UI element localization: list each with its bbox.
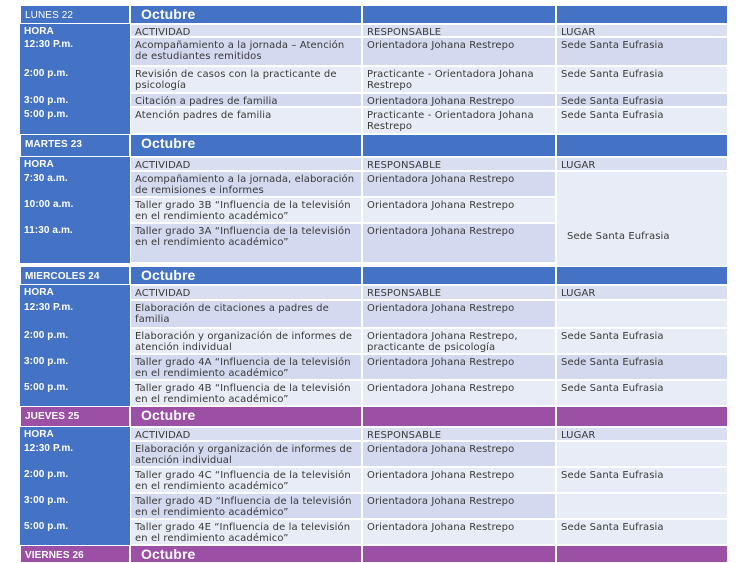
row-time-text: 5:00 p.m.	[24, 109, 69, 120]
row-place	[556, 328, 728, 354]
column-lugar	[556, 285, 728, 300]
day-label-text: LUNES 22	[25, 10, 74, 21]
row-time-text: 5:00 p.m.	[24, 382, 69, 393]
row-activity-text: Taller grado 4B “Influencia de la televisión en el rendimiento académico”	[135, 383, 351, 405]
row-responsible-text: Orientadora Johana Restrepo	[367, 200, 515, 211]
header-cell	[362, 134, 556, 157]
row-place	[556, 66, 728, 93]
column-responsable	[362, 285, 556, 300]
row-time-text: 2:00 p.m.	[24, 68, 69, 79]
row-activity-text: Elaboración y organización de informes de atención individual	[135, 444, 353, 466]
column-lugar-text: LUGAR	[561, 160, 596, 171]
row-responsible-text: Orientadora Johana Restrepo	[367, 174, 515, 185]
row-time	[20, 107, 130, 134]
column-responsable-text: RESPONSABLE	[367, 288, 442, 299]
row-time-text: 3:00 p.m.	[24, 495, 69, 506]
row-activity-text: Acompañamiento a la jornada, elaboración de remisiones e informes	[135, 174, 355, 196]
row-activity-text: Taller grado 3A “Influencia de la televisión en el rendimiento académico”	[135, 226, 351, 248]
row-activity	[130, 300, 362, 328]
row-place	[556, 441, 728, 467]
row-responsible	[362, 300, 556, 328]
row-responsible-text: Orientadora Johana Restrepo	[367, 96, 515, 107]
column-hora-text: HORA	[24, 159, 54, 170]
row-activity-text: Revisión de casos con la practicante de psicología	[135, 69, 337, 91]
header-cell	[556, 134, 728, 157]
row-responsible-text: Orientadora Johana Restrepo, practicante de psicología	[367, 331, 518, 353]
row-time	[20, 300, 130, 328]
row-time-text: 2:00 p.m.	[24, 469, 69, 480]
row-activity	[130, 467, 362, 493]
row-responsible-text: Orientadora Johana Restrepo	[367, 40, 515, 51]
row-place-text: Sede Santa Eufrasia	[561, 522, 664, 533]
column-responsable	[362, 24, 556, 37]
row-place-text: Sede Santa Eufrasia	[561, 470, 664, 481]
header-cell	[556, 406, 728, 427]
column-actividad-text: ACTIVIDAD	[135, 288, 191, 299]
day-label-text: MARTES 23	[25, 139, 83, 150]
row-responsible-text: Orientadora Johana Restrepo	[367, 470, 515, 481]
row-responsible	[362, 66, 556, 93]
row-time	[20, 37, 130, 66]
row-place-text: Sede Santa Eufrasia	[561, 383, 664, 394]
header-cell	[362, 266, 556, 285]
row-activity-text: Taller grado 4A “Influencia de la televisión en el rendimiento académico”	[135, 357, 351, 379]
column-responsable-text: RESPONSABLE	[367, 27, 442, 37]
row-time	[20, 197, 130, 223]
row-activity	[130, 37, 362, 66]
month-label	[130, 5, 362, 24]
row-responsible-text: Orientadora Johana Restrepo	[367, 303, 515, 314]
row-activity	[130, 380, 362, 406]
row-time	[20, 380, 130, 406]
row-time-text: 5:00 p.m.	[24, 521, 69, 532]
row-activity	[130, 354, 362, 380]
month-label	[130, 545, 362, 563]
column-actividad-text: ACTIVIDAD	[135, 430, 191, 441]
month-label-text: Octubre	[141, 546, 196, 562]
column-actividad-text: ACTIVIDAD	[135, 27, 191, 37]
row-activity	[130, 519, 362, 545]
row-time	[20, 93, 130, 107]
row-activity	[130, 493, 362, 519]
column-hora	[20, 24, 130, 37]
row-place-text: Sede Santa Eufrasia	[561, 69, 664, 80]
month-label	[130, 406, 362, 427]
row-responsible	[362, 37, 556, 66]
row-responsible	[362, 519, 556, 545]
header-cell	[556, 545, 728, 563]
column-responsable	[362, 157, 556, 171]
row-responsible	[362, 328, 556, 354]
column-lugar-text: LUGAR	[561, 27, 596, 37]
row-responsible-text: Orientadora Johana Restrepo	[367, 226, 515, 237]
row-responsible	[362, 354, 556, 380]
row-responsible	[362, 107, 556, 134]
header-cell	[362, 5, 556, 24]
day-label-text: MIERCOLES 24	[25, 271, 100, 282]
column-actividad	[130, 157, 362, 171]
row-time-text: 11:30 a.m.	[24, 225, 73, 236]
row-place	[556, 300, 728, 328]
day-label	[20, 266, 130, 285]
header-cell	[362, 545, 556, 563]
column-actividad	[130, 24, 362, 37]
merged-place-text: Sede Santa Eufrasia	[567, 230, 670, 242]
row-time-text: 10:00 a.m.	[24, 199, 74, 210]
row-place-text: Sede Santa Eufrasia	[561, 331, 664, 342]
column-lugar	[556, 427, 728, 441]
row-place-text: Sede Santa Eufrasia	[561, 96, 664, 107]
row-responsible	[362, 171, 556, 197]
row-responsible-text: Orientadora Johana Restrepo	[367, 522, 515, 533]
column-actividad-text: ACTIVIDAD	[135, 160, 191, 171]
row-time-text: 12:30 P.m.	[24, 39, 74, 50]
row-activity-text: Taller grado 4C “Influencia de la televisión en el rendimiento académico”	[135, 470, 351, 492]
day-label	[20, 545, 130, 563]
row-responsible	[362, 93, 556, 107]
row-activity-text: Elaboración y organización de informes de atención individual	[135, 331, 353, 353]
row-time	[20, 354, 130, 380]
row-place-text: Sede Santa Eufrasia	[561, 357, 664, 368]
day-label-text: VIERNES 26	[25, 550, 84, 561]
header-cell	[556, 5, 728, 24]
row-responsible	[362, 467, 556, 493]
row-time	[20, 171, 130, 197]
row-time-text: 12:30 P.m.	[24, 302, 74, 313]
month-label	[130, 266, 362, 285]
column-lugar	[556, 24, 728, 37]
column-hora	[20, 157, 130, 171]
row-activity-text: Citación a padres de familia	[135, 96, 278, 107]
month-label	[130, 134, 362, 157]
column-actividad	[130, 285, 362, 300]
row-activity	[130, 107, 362, 134]
row-responsible-text: Orientadora Johana Restrepo	[367, 444, 515, 455]
row-responsible	[362, 197, 556, 223]
row-activity	[130, 197, 362, 223]
row-responsible-text: Practicante - Orientadora Johana Restrepo	[367, 69, 534, 91]
column-lugar-text: LUGAR	[561, 288, 596, 299]
row-activity	[130, 441, 362, 467]
month-label-text: Octubre	[141, 267, 196, 283]
header-cell	[556, 266, 728, 285]
day-label-text: JUEVES 25	[25, 411, 80, 422]
row-time	[20, 223, 130, 263]
row-activity-text: Taller grado 4D “Influencia de la televisión en el rendimiento académico”	[135, 496, 352, 518]
row-activity	[130, 223, 362, 263]
header-cell	[362, 406, 556, 427]
row-place	[556, 37, 728, 66]
day-label	[20, 5, 130, 24]
row-place-text: Sede Santa Eufrasia	[561, 110, 664, 121]
column-lugar	[556, 157, 728, 171]
row-activity-text: Taller grado 3B “Influencia de la televisión en el rendimiento académico”	[135, 200, 351, 222]
row-activity-text: Taller grado 4E “Influencia de la televisión en el rendimiento académico”	[135, 522, 351, 544]
column-actividad	[130, 427, 362, 441]
row-place	[556, 519, 728, 545]
row-activity	[130, 66, 362, 93]
column-lugar-text: LUGAR	[561, 430, 596, 441]
day-label	[20, 134, 130, 157]
row-time	[20, 66, 130, 93]
row-responsible-text: Practicante - Orientadora Johana Restrepo	[367, 110, 534, 132]
row-activity	[130, 171, 362, 197]
day-label	[20, 406, 130, 427]
row-place	[556, 107, 728, 134]
month-label-text: Octubre	[141, 6, 196, 22]
row-time	[20, 467, 130, 493]
row-responsible	[362, 441, 556, 467]
row-responsible-text: Orientadora Johana Restrepo	[367, 383, 515, 394]
row-responsible-text: Orientadora Johana Restrepo	[367, 357, 515, 368]
column-hora	[20, 285, 130, 300]
row-time	[20, 328, 130, 354]
month-label-text: Octubre	[141, 135, 196, 151]
row-activity	[130, 93, 362, 107]
row-time	[20, 441, 130, 467]
row-time	[20, 519, 130, 545]
column-responsable-text: RESPONSABLE	[367, 160, 442, 171]
row-place	[556, 380, 728, 406]
row-activity-text: Atención padres de familia	[135, 110, 272, 121]
column-responsable	[362, 427, 556, 441]
row-place	[556, 93, 728, 107]
row-responsible-text: Orientadora Johana Restrepo	[367, 496, 515, 507]
row-place-text: Sede Santa Eufrasia	[561, 40, 664, 51]
row-responsible	[362, 223, 556, 263]
row-place	[556, 467, 728, 493]
row-place	[556, 354, 728, 380]
row-time-text: 3:00 p.m.	[24, 95, 69, 106]
row-activity-text: Acompañamiento a la jornada – Atención de estudiantes remitidos	[135, 40, 345, 62]
row-activity-text: Elaboración de citaciones a padres de familia	[135, 303, 329, 325]
row-activity	[130, 328, 362, 354]
row-place	[556, 493, 728, 519]
column-hora-text: HORA	[24, 429, 54, 440]
column-responsable-text: RESPONSABLE	[367, 430, 442, 441]
row-time-text: 12:30 P.m.	[24, 443, 74, 454]
month-label-text: Octubre	[141, 407, 196, 423]
row-time-text: 2:00 p.m.	[24, 330, 69, 341]
column-hora-text: HORA	[24, 287, 54, 298]
row-time	[20, 493, 130, 519]
row-time-text: 3:00 p.m.	[24, 356, 69, 367]
row-responsible	[362, 380, 556, 406]
row-time-text: 7:30 a.m.	[24, 173, 68, 184]
column-hora-text: HORA	[24, 26, 54, 37]
row-responsible	[362, 493, 556, 519]
column-hora	[20, 427, 130, 441]
